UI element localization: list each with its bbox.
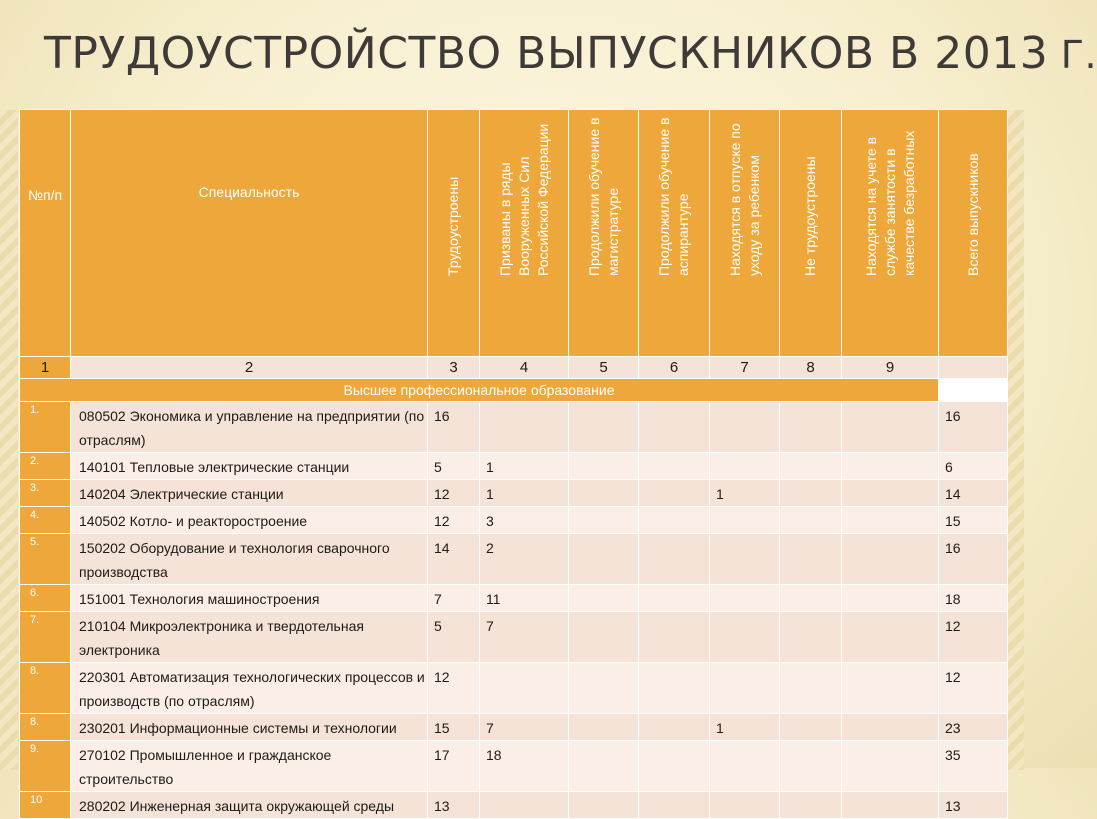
row-value (780, 402, 842, 453)
row-value (710, 741, 780, 792)
row-value (842, 402, 939, 453)
row-value (569, 792, 639, 819)
row-value (780, 507, 842, 534)
header-num: №п/п (20, 110, 71, 357)
row-specialty: 280202 Инженерная защита окружающей среды (71, 792, 428, 819)
row-specialty: 220301 Автоматизация технологических процессов и производств (по отраслям) (71, 663, 428, 714)
row-number: 7. (20, 612, 71, 663)
row-value: 18 (480, 741, 569, 792)
row-value (569, 663, 639, 714)
header-total: Всего выпускников (939, 110, 1008, 357)
row-value (639, 534, 710, 585)
row-value (842, 534, 939, 585)
col-number: 1 (20, 357, 71, 379)
row-value (710, 792, 780, 819)
col-number: 7 (710, 357, 780, 379)
table-header (20, 110, 1008, 357)
header-specialty: Специальность (71, 110, 428, 357)
row-value: 18 (939, 585, 1008, 612)
row-value: 11 (480, 585, 569, 612)
row-specialty: 210104 Микроэлектроника и твердотельная электроника (71, 612, 428, 663)
row-value: 17 (428, 741, 480, 792)
table-row (20, 714, 1008, 741)
row-value (639, 714, 710, 741)
table-row (20, 792, 1008, 819)
row-value (710, 402, 780, 453)
col-number (939, 357, 1008, 379)
row-value (710, 585, 780, 612)
row-value (780, 741, 842, 792)
row-value (639, 402, 710, 453)
row-value (780, 534, 842, 585)
row-value: 1 (480, 453, 569, 480)
header-postgrad: Продолжили обучение в аспирантуре (639, 110, 710, 357)
row-value: 16 (428, 402, 480, 453)
row-value (842, 507, 939, 534)
row-value (639, 792, 710, 819)
row-value: 35 (939, 741, 1008, 792)
table-row (20, 402, 1008, 453)
row-value: 12 (428, 663, 480, 714)
row-value (780, 663, 842, 714)
row-number: 10 (20, 792, 71, 819)
row-value: 1 (710, 714, 780, 741)
table-row (20, 507, 1008, 534)
row-value (639, 612, 710, 663)
row-value (480, 663, 569, 714)
row-specialty: 151001 Технология машиностроения (71, 585, 428, 612)
section-row (20, 379, 1008, 402)
table-row (20, 663, 1008, 714)
col-number: 8 (780, 357, 842, 379)
row-value (639, 507, 710, 534)
row-value (842, 585, 939, 612)
row-value (480, 402, 569, 453)
row-specialty: 230201 Информационные системы и технологии (71, 714, 428, 741)
row-value (780, 792, 842, 819)
header-army: Призваны в ряды Вооруженных Сил Российской Федерации (480, 110, 569, 357)
row-value: 16 (939, 402, 1008, 453)
table-row (20, 741, 1008, 792)
row-value (842, 453, 939, 480)
row-value (780, 480, 842, 507)
row-value (842, 792, 939, 819)
col-number: 2 (71, 357, 428, 379)
row-value (842, 663, 939, 714)
row-value (569, 453, 639, 480)
row-value: 5 (428, 612, 480, 663)
table-row (20, 612, 1008, 663)
row-number: 1. (20, 402, 71, 453)
row-value: 5 (428, 453, 480, 480)
row-number: 8. (20, 663, 71, 714)
row-specialty: 140101 Тепловые электрические станции (71, 453, 428, 480)
row-value (639, 585, 710, 612)
graduates-table (19, 109, 1008, 819)
section-blank (939, 379, 1008, 402)
slide-title-main: ТРУДОУСТРОЙСТВО ВЫПУСКНИКОВ В 2013 (44, 28, 1049, 79)
row-value (569, 534, 639, 585)
table-row (20, 480, 1008, 507)
row-value (569, 714, 639, 741)
row-value (780, 453, 842, 480)
row-value: 15 (428, 714, 480, 741)
row-number: 4. (20, 507, 71, 534)
row-value: 7 (428, 585, 480, 612)
header-employed: Трудоустроены (428, 110, 480, 357)
col-number: 4 (480, 357, 569, 379)
row-value (569, 402, 639, 453)
row-value (780, 714, 842, 741)
row-number: 6. (20, 585, 71, 612)
row-value: 23 (939, 714, 1008, 741)
row-value: 12 (939, 612, 1008, 663)
row-value (569, 585, 639, 612)
row-value: 15 (939, 507, 1008, 534)
row-value (639, 663, 710, 714)
row-number: 5. (20, 534, 71, 585)
row-specialty: 140204 Электрические станции (71, 480, 428, 507)
col-number: 9 (842, 357, 939, 379)
row-value: 7 (480, 714, 569, 741)
slide-title-suffix: Г. (1048, 33, 1097, 77)
row-value (842, 714, 939, 741)
row-value: 12 (939, 663, 1008, 714)
header-unemployed-registered: Находятся на учете в службе занятости в качестве безработных (842, 110, 939, 357)
row-value: 3 (480, 507, 569, 534)
row-value: 2 (480, 534, 569, 585)
row-value: 14 (939, 480, 1008, 507)
row-number: 9. (20, 741, 71, 792)
row-value (842, 480, 939, 507)
row-specialty: 080502 Экономика и управление на предприятии (по отраслям) (71, 402, 428, 453)
header-not-employed: Не трудоустроены (780, 110, 842, 357)
row-value (639, 480, 710, 507)
row-value (710, 507, 780, 534)
row-value (842, 612, 939, 663)
row-number: 3. (20, 480, 71, 507)
row-value (710, 534, 780, 585)
row-value: 1 (710, 480, 780, 507)
col-number: 6 (639, 357, 710, 379)
row-value: 6 (939, 453, 1008, 480)
row-specialty: 140502 Котло- и реакторостроение (71, 507, 428, 534)
row-number: 2. (20, 453, 71, 480)
decorative-stripe-left (0, 110, 18, 770)
row-specialty: 150202 Оборудование и технология сварочного производства (71, 534, 428, 585)
row-value: 12 (428, 507, 480, 534)
row-value (780, 585, 842, 612)
row-specialty: 270102 Промышленное и гражданское строительство (71, 741, 428, 792)
table-row (20, 585, 1008, 612)
table-row (20, 534, 1008, 585)
row-value (569, 741, 639, 792)
row-value: 13 (428, 792, 480, 819)
row-value (710, 663, 780, 714)
row-value: 16 (939, 534, 1008, 585)
row-value: 14 (428, 534, 480, 585)
row-value (780, 612, 842, 663)
row-value (480, 792, 569, 819)
row-value: 7 (480, 612, 569, 663)
row-value: 13 (939, 792, 1008, 819)
row-value (569, 507, 639, 534)
row-value (569, 480, 639, 507)
row-value (639, 741, 710, 792)
header-masters: Продолжили обучение в магистратуре (569, 110, 639, 357)
col-number: 3 (428, 357, 480, 379)
row-value (842, 741, 939, 792)
section-title: Высшее профессиональное образование (20, 379, 939, 402)
row-value (710, 453, 780, 480)
table-row (20, 453, 1008, 480)
row-number: 8. (20, 714, 71, 741)
row-value (569, 612, 639, 663)
decorative-stripe-right (1008, 110, 1024, 770)
row-value (710, 612, 780, 663)
slide-title (44, 28, 1097, 79)
col-number: 5 (569, 357, 639, 379)
header-parental-leave: Находятся в отпуске по уходу за ребенком (710, 110, 780, 357)
row-value: 12 (428, 480, 480, 507)
row-value (639, 453, 710, 480)
row-value: 1 (480, 480, 569, 507)
column-numbers-row (20, 357, 1008, 379)
